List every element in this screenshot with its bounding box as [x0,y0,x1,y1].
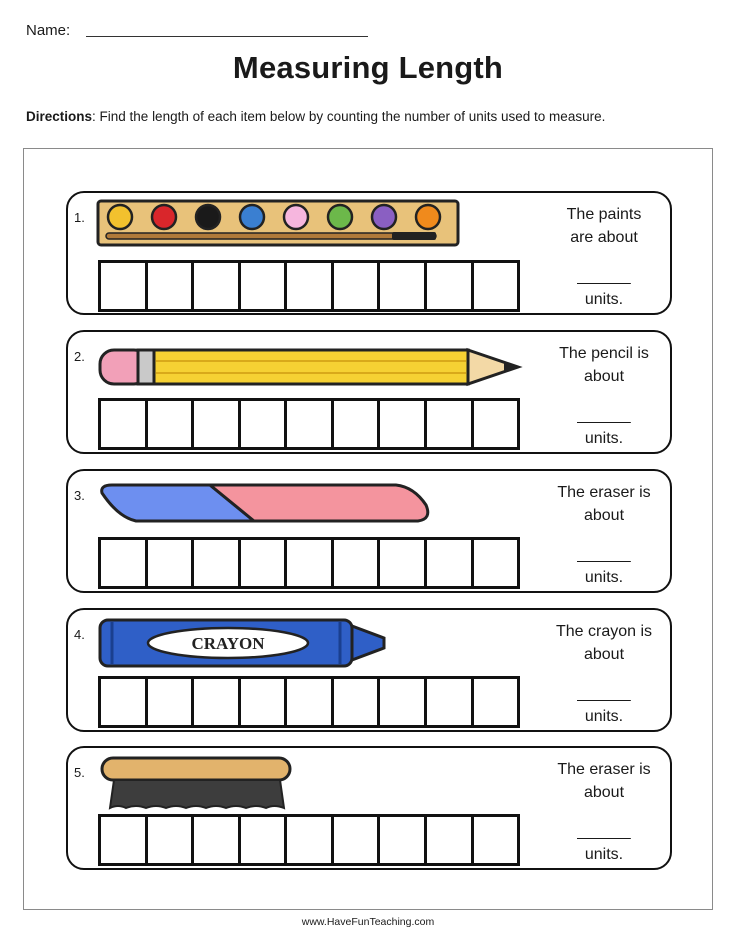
unit-box[interactable] [474,817,518,863]
directions [26,109,605,124]
unit-box[interactable] [241,540,288,586]
unit-box[interactable] [101,263,148,309]
paint-dot [416,205,440,229]
unit-grid [98,398,520,450]
pencil-icon [96,338,536,394]
unit-grid [98,537,520,589]
answer-blank[interactable]: ______ [577,268,631,285]
footer-url: www.HaveFunTeaching.com [301,916,435,928]
paint-set-icon [96,199,536,255]
unit-box[interactable] [194,263,241,309]
item-number: 2. [74,349,85,364]
answer-text [534,620,674,728]
item-row-3 [66,469,672,593]
unit-box[interactable] [194,540,241,586]
answer-line1: The paints [566,206,642,223]
unit-box[interactable] [101,540,148,586]
unit-box[interactable] [427,540,474,586]
crayon-icon [96,616,536,672]
paint-dot [152,205,176,229]
answer-text [534,481,674,589]
item-number: 1. [74,210,85,225]
item-number: 4. [74,627,85,642]
unit-box[interactable] [194,679,241,725]
answer-blank[interactable]: ______ [577,407,631,424]
answer-units: units. [584,291,624,308]
unit-box[interactable] [194,401,241,447]
unit-box[interactable] [474,679,518,725]
item-row-1 [66,191,672,315]
unit-box[interactable] [474,401,518,447]
crayon-label: CRAYON [191,634,265,653]
answer-units: units. [584,708,624,725]
item-row-5 [66,746,672,870]
unit-box[interactable] [241,263,288,309]
unit-box[interactable] [101,401,148,447]
unit-box[interactable] [148,679,195,725]
unit-box[interactable] [380,263,427,309]
paint-dot [328,205,352,229]
unit-grid [98,814,520,866]
directions-label: Directions [26,109,93,124]
chalkboard-eraser-icon [96,754,536,810]
unit-box[interactable] [148,540,195,586]
unit-box[interactable] [101,679,148,725]
unit-box[interactable] [427,401,474,447]
answer-units: units. [584,569,624,586]
unit-box[interactable] [148,817,195,863]
answer-text [534,203,674,311]
unit-grid [98,260,520,312]
answer-line1: The pencil is [559,345,649,362]
answer-line2: about [583,646,625,663]
unit-box[interactable] [380,679,427,725]
item-row-2 [66,330,672,454]
unit-box[interactable] [241,817,288,863]
unit-grid [98,676,520,728]
answer-text [534,342,674,450]
answer-blank[interactable]: ______ [577,823,631,840]
answer-line2: about [583,507,625,524]
unit-box[interactable] [148,263,195,309]
answer-text [534,758,674,866]
page-title: Measuring Length [232,50,504,85]
unit-box[interactable] [380,401,427,447]
unit-box[interactable] [287,263,334,309]
unit-box[interactable] [194,817,241,863]
unit-box[interactable] [241,679,288,725]
unit-box[interactable] [334,540,381,586]
unit-box[interactable] [287,679,334,725]
unit-box[interactable] [427,263,474,309]
answer-line2: about [583,784,625,801]
unit-box[interactable] [101,817,148,863]
directions-text: : Find the length of each item below by counting the number of units used to measure. [92,109,606,124]
unit-box[interactable] [474,540,518,586]
unit-box[interactable] [380,817,427,863]
item-row-4 [66,608,672,732]
unit-box[interactable] [474,263,518,309]
answer-blank[interactable]: ______ [577,685,631,702]
item-number: 3. [74,488,85,503]
answer-line1: The eraser is [557,484,651,501]
unit-box[interactable] [287,817,334,863]
unit-box[interactable] [287,401,334,447]
unit-box[interactable] [241,401,288,447]
paint-dot [284,205,308,229]
unit-box[interactable] [334,817,381,863]
paint-dot [240,205,264,229]
paint-dot [196,205,220,229]
answer-line1: The eraser is [557,761,651,778]
unit-box[interactable] [287,540,334,586]
name-line[interactable] [86,36,368,37]
eraser-icon [96,477,536,533]
answer-units: units. [584,430,624,447]
answer-units: units. [584,846,624,863]
unit-box[interactable] [334,679,381,725]
paint-dot [372,205,396,229]
answer-blank[interactable]: ______ [577,546,631,563]
unit-box[interactable] [334,263,381,309]
answer-line2: about [583,368,625,385]
paint-dot [108,205,132,229]
unit-box[interactable] [427,817,474,863]
unit-box[interactable] [334,401,381,447]
unit-box[interactable] [380,540,427,586]
item-number: 5. [74,765,85,780]
unit-box[interactable] [427,679,474,725]
answer-line1: The crayon is [555,623,653,640]
name-label: Name: [26,22,71,39]
answer-line2: are about [570,229,638,246]
unit-box[interactable] [148,401,195,447]
